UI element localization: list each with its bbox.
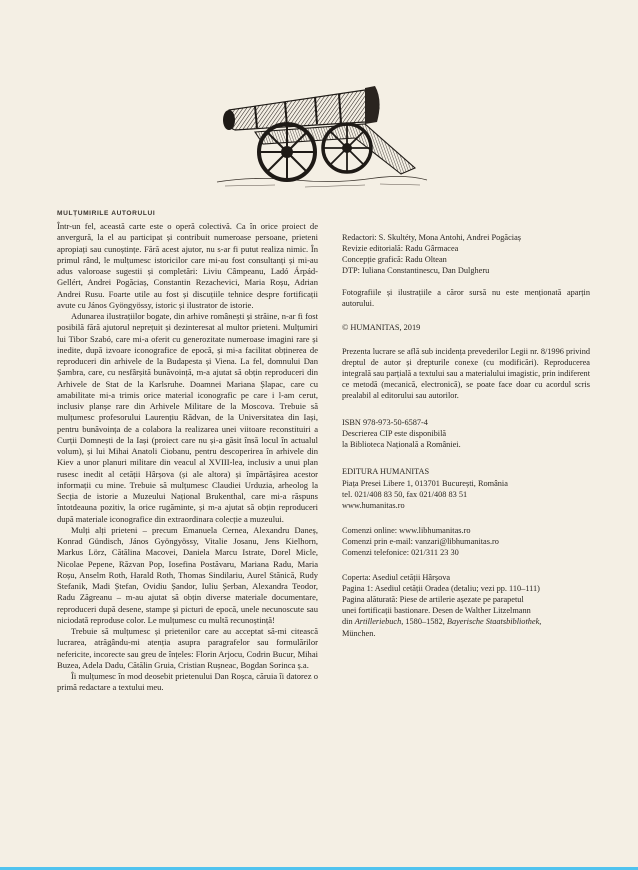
- cover-line: München.: [342, 628, 376, 638]
- cover-line: Pagina 1: Asediul cetății Oradea (detaliu; vezi pp. 110–111): [342, 584, 540, 594]
- credit-line: DTP: Iuliana Constantinescu, Dan Dulgheru: [342, 266, 490, 276]
- acknowledgements-column: [57, 221, 318, 694]
- legal-notice: Prezenta lucrare se află sub incidența prevederilor Legii nr. 8/1996 privind dreptul de autor și drepturile conexe (cu modificări). Reproducerea integrală sau parțială a textului sau a materialului imagistic, prin indiferent ce metodă (mecanică, electronică), se poate face doar cu acordul scris prealabil al editorului sau autorilor.: [342, 346, 590, 401]
- cover-line: [342, 616, 590, 627]
- isbn: ISBN 978-973-50-6587-4: [342, 418, 428, 428]
- cover-line: Coperta: Asediul cetății Hârșova: [342, 573, 451, 583]
- artilleriebuch-title: Artilleriebuch: [354, 617, 402, 627]
- cover-line: Pagina alăturată: Piese de artilerie așezate pe parapetul: [342, 595, 524, 605]
- cip-line: la Biblioteca Națională a României.: [342, 440, 461, 450]
- cip-line: Descrierea CIP este disponibilă: [342, 429, 447, 439]
- cannon-engraving-icon: [215, 64, 430, 194]
- cover-line-mid: , 1580–1582,: [401, 617, 447, 627]
- credit-line: Revizie editorială: Radu Gârmacea: [342, 244, 459, 254]
- acknowledgement-paragraph: Într-un fel, această carte este o operă colectivă. Ca în orice proiect de anvergură, la el au participat și contribuit numeroase persoane, prieteni apropiați sau cunoștințe. Fără acest ajutor, nu s-ar fi putut realiza nimic. În primul rând, le mulțumesc istoricilor care mi-au fost consultanți și mi-au adus valoroase sugestii și completări: Liviu Câmpeanu, Ladó Árpád-Gellért, Andrei Pogăciaș, Constantin Rezachevici, Maria Roșu, Adrian Andrei Rusu. Foarte utile au fost și discuțiile tehnice despre fortificații avute cu János Gyöngyössy, istoric și ilustrator de istorie.: [57, 221, 318, 310]
- cover-line-prefix: din: [342, 617, 355, 627]
- order-online: Comenzi online: www.libhumanitas.ro: [342, 525, 471, 535]
- section-heading: MULȚUMIRILE AUTORULUI: [57, 210, 156, 217]
- credits-block: [342, 232, 590, 276]
- copyright-notice: © HUMANITAS, 2019: [342, 322, 421, 332]
- acknowledgement-paragraph: Trebuie să mulțumesc și prietenilor care au acceptat să-mi citească lucrarea, atrăgându-mi atenția asupra paragrafelor sau formulărilor nefericite, incorecte sau greu de înțeles: Florin Arjocu, Codrin Bucur, Mihai Buzea, Adela Dadu, Cătălin Gruia, Cristian Rușneac, Bogdan Sorinca ș.a.: [57, 626, 318, 670]
- cover-line-suffix: ,: [539, 617, 542, 627]
- cover-line: unei fortificații bastionare. Desen de Walther Litzelmann: [342, 606, 531, 616]
- publisher-block: [342, 466, 590, 510]
- orders-block: [342, 525, 590, 558]
- photo-note: Fotografiile și ilustrațiile a căror sursă nu este menționată aparțin autorului.: [342, 288, 590, 309]
- credit-line: Redactori: S. Skultéty, Mona Antohi, Andrei Pogăciaș: [342, 233, 521, 242]
- acknowledgement-paragraph: Îi mulțumesc în mod deosebit prietenului Dan Roșca, căruia îi datorez o primă redactare a textului meu.: [57, 671, 318, 693]
- publisher-address: Piața Presei Libere 1, 013701 București, România: [342, 478, 508, 488]
- order-phone: Comenzi telefonice: 021/311 23 30: [342, 547, 459, 557]
- imprint-column: [342, 232, 590, 650]
- credit-line: Concepție grafică: Radu Oltean: [342, 255, 447, 265]
- acknowledgement-paragraph: Adunarea ilustrațiilor bogate, din arhive românești și străine, n-ar fi fost posibilă fără ajutorul neprețuit și dezinteresat al multor prieteni. Mulțumiri lui Tibor Szabó, care mi-a oferit cu generozitate numeroase imagini rare și inedite, după izvoare iconografice de epocă, și mi-a facilitat obținerea de reproduceri din arhivele de la Budapesta și Viena. La fel, domnului Dan Șambra, care, cu nesfârșită bunăvoință, m-a ajutat să obțin reproduceri din Arhivele de Stat de la Karlsruhe. Doamnei Mariana Șlapac, care cu amabilitate mi-a trimis orice material iconografic pe care i l-am cerut, inclusiv planșe rare din Arhivele Militare de la Moscova. Trebuie să mulțumesc profesorului Laurențiu Rădvan, de la Universitatea din Iași, pentru bunăvoința de a colabora la realizarea unei viitoare reconstituiri a Curții Domnești de la Iași (proiect care nu și-a găsit însă locul în actualul volum), și lui Mihai Anatoli Ciobanu, pentru descoperirea în arhivele din Kiev a unor planuri militare din veacul al XVIII-lea, inclusiv a unui plan rusesc inedit al cetății Hârșova (și ale altora) și împărtășirea acestor informații cu mine. Trebuie să mulțumesc Claudiei Urduzia, arheolog la Secția de istorie a Muzeului Național Brukenthal, care mi-a răspuns întotdeauna pozitiv, la orice rugăminte, și m-a ajutat să obțin reproduceri după materiale iconografice din extraordinara colecție a muzeului.: [57, 311, 318, 524]
- publisher-name: EDITURA HUMANITAS: [342, 467, 430, 477]
- publisher-phone: tel. 021/408 83 50, fax 021/408 83 51: [342, 489, 468, 499]
- cip-block: [342, 417, 590, 450]
- order-email: Comenzi prin e-mail: vanzari@libhumanitas.ro: [342, 536, 499, 546]
- acknowledgement-paragraph: Mulți alți prieteni – precum Emanuela Cernea, Alexandru Daneș, Konrad Gündisch, János Gyöngyössy, Vitalie Josanu, Jens Kielhorn, Markus Lörz, Cătălina Macovei, Daniela Marcu Istrate, Dorel Micle, Nicolae Pepene, Răzvan Pop, Iosefina Postăvaru, Mariana Radu, Maria Roșu, Anselm Roth, Harald Roth, Thomas Sindilariu, Aurel Stănică, Rudy Stefanik, Madi Ștefan, Ovidiu Șandor, Iuliu Șerban, Alexandra Teodor, Radu Zăgreanu – m-au ajutat să obțin diverse materiale documentare, reproduceri după desene, stampe și picturi de epocă, unele necunoscute sau niciodată reproduse color. Le mulțumesc cu multă recunoștință!: [57, 524, 318, 625]
- library-name: Bayerische Staatsbibliothek: [446, 617, 540, 627]
- cover-credits-block: [342, 572, 590, 639]
- publisher-website: www.humanitas.ro: [342, 500, 405, 510]
